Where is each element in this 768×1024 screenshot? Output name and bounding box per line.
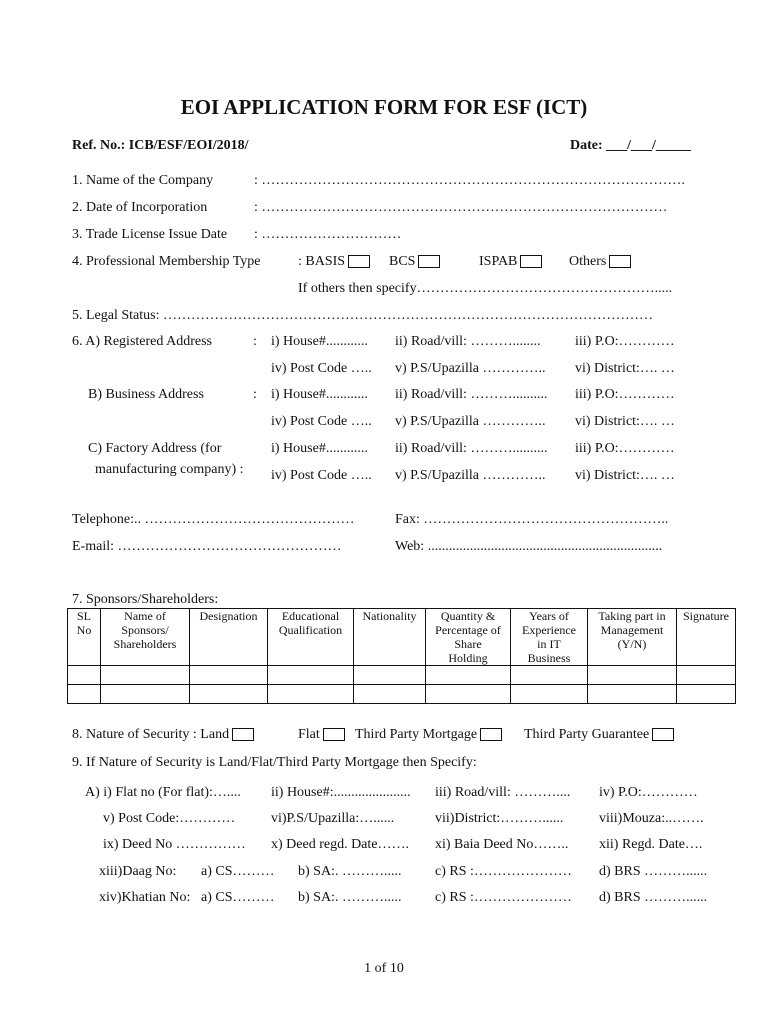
security-tpm-option[interactable] [355,727,502,743]
security-label: 8. Nature of Security : Land [72,727,230,742]
daag-cs-field[interactable]: a) CS……… [201,864,275,879]
fac-postcode-field[interactable]: iv) Post Code ….. [271,468,372,483]
reg-postcode-field[interactable]: iv) Post Code ….. [271,361,372,376]
bcs-checkbox[interactable] [418,255,440,268]
company-name-field[interactable]: : ………………………………………………………………………………. [254,173,685,188]
registered-address-label: 6. A) Registered Address [72,334,212,349]
khatian-no-label: xiv)Khatian No: [99,890,191,905]
khatian-cs-field[interactable]: a) CS……… [201,890,275,905]
bus-house-field[interactable]: i) House#............ [271,387,368,402]
table-header-row [68,609,736,666]
district-field[interactable]: vii)District:………...... [435,811,564,826]
ispab-option[interactable] [479,254,542,270]
tpg-label: Third Party Guarantee [524,727,650,742]
sponsors-table [67,608,736,704]
regd-date-field[interactable]: xii) Regd. Date…. [599,837,703,852]
reg-ps-field[interactable]: v) P.S/Upazilla ………….. [395,361,546,376]
col-education: Educational Qualification [268,609,354,666]
company-name-label: 1. Name of the Company [72,173,214,188]
fac-district-field[interactable]: vi) District:…. … [575,468,675,483]
ispab-label: ISPAB [479,254,518,269]
house-field[interactable]: ii) House#:...................... [271,785,411,800]
reg-po-field[interactable]: iii) P.O:………… [575,334,675,349]
daag-no-label: xiii)Daag No: [99,864,177,879]
deed-no-field[interactable]: ix) Deed No …………… [103,837,246,852]
reg-road-field[interactable]: ii) Road/vill: ………........ [395,334,541,349]
tpm-checkbox[interactable] [480,728,502,741]
factory-address-label-2: manufacturing company) : [95,462,244,477]
tpm-label: Third Party Mortgage [355,727,478,742]
mouza-field[interactable]: viii)Mouza:..……. [599,811,704,826]
legal-status-field[interactable]: 5. Legal Status: …………………………………………………………………………………………… [72,308,653,323]
others-option[interactable] [569,254,631,270]
trade-license-label: 3. Trade License Issue Date [72,227,228,242]
col-designation: Designation [190,609,268,666]
date-field[interactable]: Date: ___/___/_____ [570,138,691,153]
col-quantity: Quantity & Percentage of Share Holding [426,609,511,666]
basis-option[interactable] [298,254,370,270]
email-field[interactable]: E-mail: ………………………………………… [72,539,342,554]
fac-po-field[interactable]: iii) P.O:………… [575,441,675,456]
telephone-field[interactable]: Telephone:.. ……………………………………… [72,512,355,527]
colon: : [253,334,257,349]
daag-brs-field[interactable]: d) BRS ………...... [599,864,708,879]
security-specify-label: 9. If Nature of Security is Land/Flat/Third Party Mortgage then Specify: [72,755,477,770]
security-flat-option[interactable] [298,727,345,743]
col-management: Taking part in Management (Y/N) [588,609,677,666]
ispab-checkbox[interactable] [520,255,542,268]
col-name: Name of Sponsors/ Shareholders [101,609,190,666]
others-specify-field[interactable]: If others then specify……………………………………………..... [298,281,673,296]
sponsors-label: 7. Sponsors/Shareholders: [72,592,219,607]
khatian-rs-field[interactable]: c) RS :………………… [435,890,572,905]
flat-no-field[interactable]: A) i) Flat no (For flat):….... [85,785,241,800]
baia-deed-no-field[interactable]: xi) Baia Deed No…….. [435,837,569,852]
khatian-brs-field[interactable]: d) BRS ………...... [599,890,708,905]
col-signature: Signature [677,609,736,666]
trade-license-field[interactable]: : ………………………… [254,227,402,242]
po-field[interactable]: iv) P.O:………… [599,785,698,800]
fac-house-field[interactable]: i) House#............ [271,441,368,456]
page-number: 1 of 10 [364,961,404,976]
bcs-label: BCS [389,254,416,269]
col-experience: Years of Experience in IT Business [511,609,588,666]
table-row[interactable] [68,685,736,704]
bus-road-field[interactable]: ii) Road/vill: ……….......... [395,387,548,402]
fac-road-field[interactable]: ii) Road/vill: ……….......... [395,441,548,456]
daag-sa-field[interactable]: b) SA:. ………..... [298,864,402,879]
reg-district-field[interactable]: vi) District:…. … [575,361,675,376]
ps-upazilla-field[interactable]: vi)P.S/Upazilla:…...... [271,811,395,826]
basis-checkbox[interactable] [348,255,370,268]
ref-number: Ref. No.: ICB/ESF/EOI/2018/ [72,138,249,153]
tpg-checkbox[interactable] [652,728,674,741]
security-land-option[interactable] [72,727,254,743]
bus-po-field[interactable]: iii) P.O:………… [575,387,675,402]
khatian-sa-field[interactable]: b) SA:. ………..... [298,890,402,905]
flat-checkbox[interactable] [323,728,345,741]
form-title: EOI APPLICATION FORM FOR ESF (ICT) [180,95,588,119]
land-checkbox[interactable] [232,728,254,741]
bus-postcode-field[interactable]: iv) Post Code ….. [271,414,372,429]
factory-address-label: C) Factory Address (for [88,441,222,456]
basis-label: : BASIS [298,254,346,269]
reg-house-field[interactable]: i) House#............ [271,334,368,349]
bcs-option[interactable] [389,254,440,270]
col-sl: SL No [68,609,101,666]
bus-district-field[interactable]: vi) District:…. … [575,414,675,429]
incorporation-date-field[interactable]: : …………………………………………………………………………… [254,200,668,215]
incorporation-date-label: 2. Date of Incorporation [72,200,208,215]
deed-regd-date-field[interactable]: x) Deed regd. Date……. [271,837,410,852]
membership-type-label: 4. Professional Membership Type [72,254,261,269]
fax-field[interactable]: Fax: …………………………………………….. [395,512,669,527]
web-field[interactable]: Web: ................................................................... [395,539,663,554]
others-label: Others [569,254,607,269]
business-address-label: B) Business Address [88,387,204,402]
col-nationality: Nationality [354,609,426,666]
others-checkbox[interactable] [609,255,631,268]
flat-label: Flat [298,727,320,742]
daag-rs-field[interactable]: c) RS :………………… [435,864,572,879]
security-tpg-option[interactable] [524,727,674,743]
post-code-field[interactable]: v) Post Code:………… [103,811,236,826]
colon: : [253,387,257,402]
road-field[interactable]: iii) Road/vill: ……….... [435,785,571,800]
bus-ps-field[interactable]: v) P.S/Upazilla ………….. [395,414,546,429]
fac-ps-field[interactable]: v) P.S/Upazilla ………….. [395,468,546,483]
table-row[interactable] [68,666,736,685]
